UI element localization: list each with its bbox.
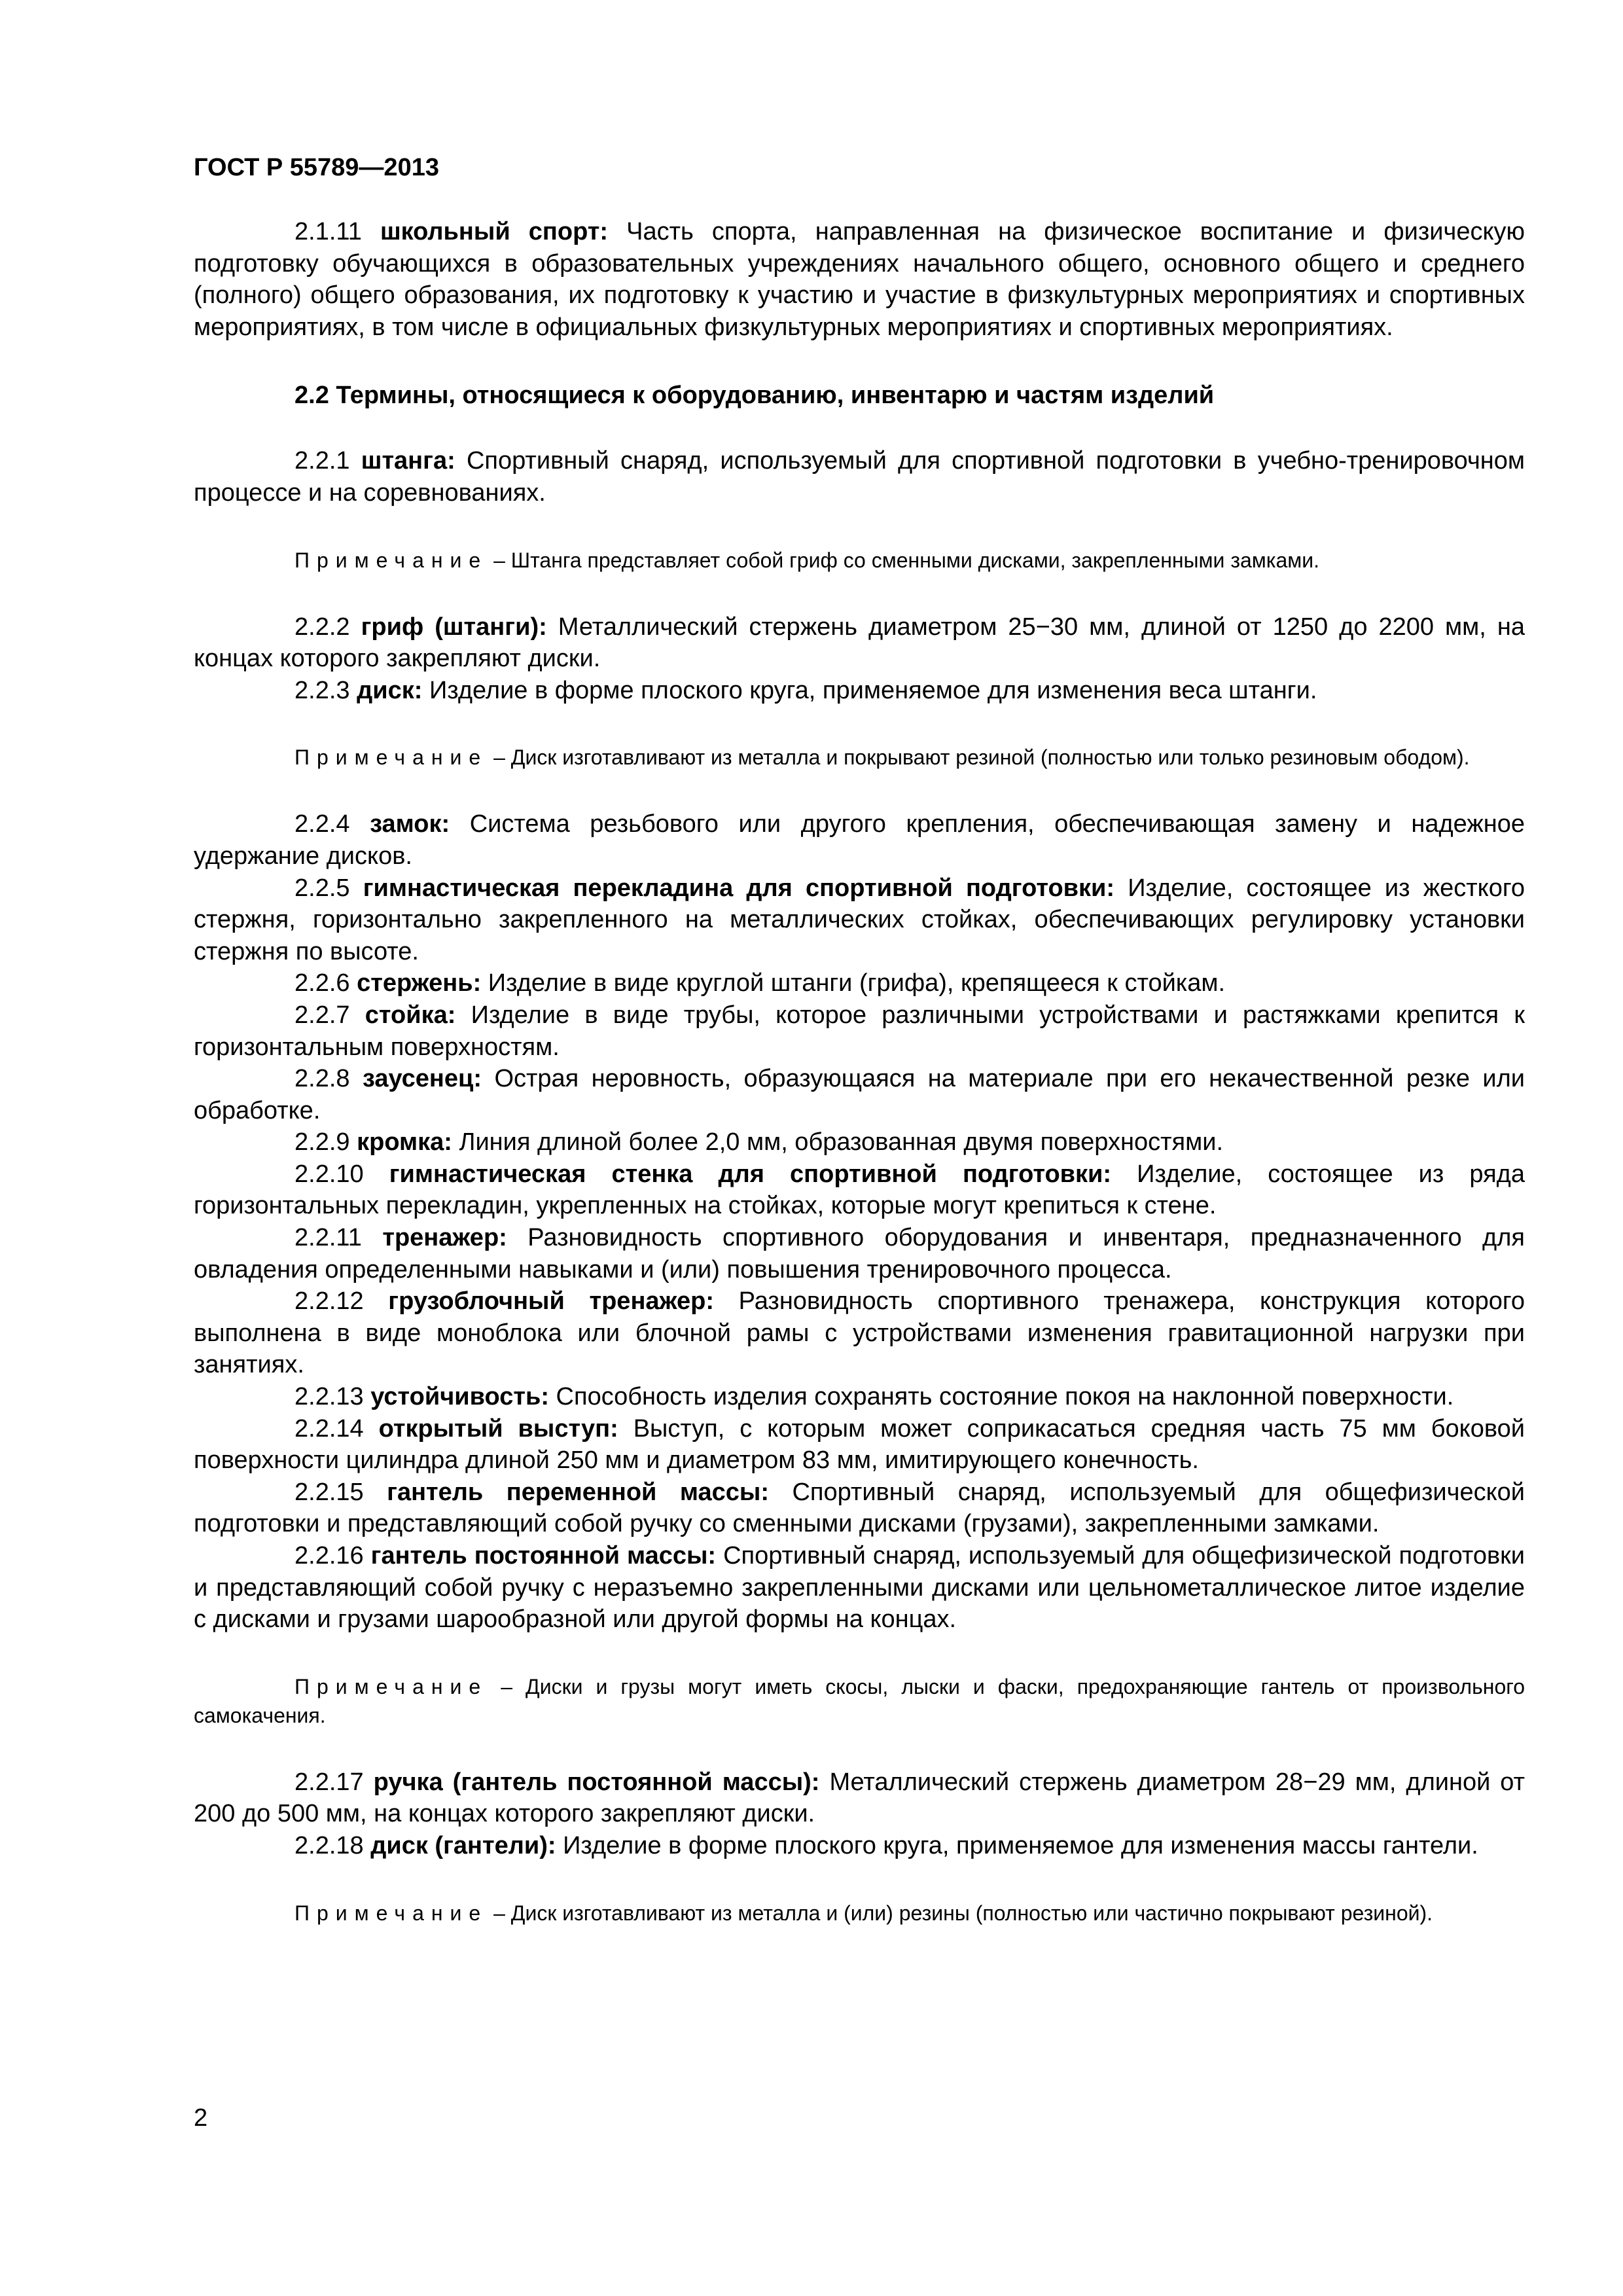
term-name: диск: bbox=[357, 676, 423, 704]
term-definition: Спортивный снаряд, используемый для общефизической подготовки и представляющий собой ручку с неразъемно закрепленными дисками или цельнометаллическое литое изделие с дисками и грузами шарообразной или другой формы на концах. bbox=[194, 1542, 1525, 1634]
term-definition: Выступ, с которым может соприкасаться средняя часть 75 мм боковой поверхности цилиндра длиной 250 мм и диаметром 83 мм, имитирующего конечность. bbox=[194, 1414, 1525, 1475]
term-2-2-6 bbox=[194, 967, 1525, 999]
term-2-2-3 bbox=[194, 675, 1525, 707]
term-definition: Изделие в виде трубы, которое различными устройствами и растяжками крепится к горизонтальным поверхностям. bbox=[194, 1001, 1525, 1061]
term-definition: Изделие, состоящее из жесткого стержня, горизонтально закрепленного на металлических стойках, обеспечивающих регулировку установки стержня по высоте. bbox=[194, 874, 1525, 965]
term-definition: Часть спорта, направленная на физическое воспитание и физическую подготовку обучающихся в образовательных учреждениях начального общего, основного общего и среднего (полного) общего образования, их подготовку к участию и участие в физкультурных мероприятиях и спортивных мероприятиях, в том числе в официальных физкультурных мероприятиях и спортивных мероприятиях. bbox=[194, 218, 1525, 341]
term-definition: Изделие, состоящее из ряда горизонтальных перекладин, укрепленных на стойках, которые могут крепиться к стене. bbox=[194, 1160, 1525, 1220]
note-barbell bbox=[194, 546, 1525, 575]
term-definition: Разновидность спортивного тренажера, конструкция которого выполнена в виде моноблока или блочной рамы с устройствами изменения гравитационной нагрузки при занятиях. bbox=[194, 1287, 1525, 1379]
term-number: 2.2.2 bbox=[294, 613, 350, 641]
term-definition: Изделие в форме плоского круга, применяемое для изменения массы гантели. bbox=[563, 1831, 1478, 1859]
term-name: школьный спорт: bbox=[380, 218, 609, 245]
note-text: – Штанга представляет собой гриф со сменными дисками, закрепленными замками. bbox=[493, 548, 1320, 572]
section-heading-2-2: 2.2 Термины, относящиеся к оборудованию, инвентарю и частям изделий bbox=[294, 382, 1215, 410]
term-name: заусенец: bbox=[362, 1065, 482, 1093]
note-text: – Диск изготавливают из металла и покрывают резиной (полностью или только резиновым ободом). bbox=[493, 745, 1470, 770]
page-number: 2 bbox=[194, 2104, 208, 2132]
note-label: Примечание bbox=[294, 745, 488, 770]
term-number: 2.2.3 bbox=[294, 676, 350, 704]
note-dumbbell-disc-material bbox=[194, 1899, 1525, 1928]
term-name: стойка: bbox=[365, 1001, 456, 1029]
term-name: ручка (гантель постоянной массы): bbox=[373, 1768, 820, 1796]
note-disc bbox=[194, 743, 1525, 772]
term-2-2-4 bbox=[194, 808, 1525, 872]
term-name: открытый выступ: bbox=[378, 1414, 618, 1443]
term-2-2-2 bbox=[194, 611, 1525, 675]
term-2-2-13 bbox=[194, 1381, 1525, 1413]
term-number: 2.2.13 bbox=[294, 1383, 364, 1411]
note-text: – Диски и грузы могут иметь скосы, лыски и фаски, предохраняющие гантель от произвольного самокачения. bbox=[194, 1674, 1525, 1727]
term-number: 2.2.8 bbox=[294, 1065, 350, 1093]
term-number: 2.2.7 bbox=[294, 1001, 350, 1029]
term-2-2-1 bbox=[194, 445, 1525, 509]
term-definition: Система резьбового или другого крепления, обеспечивающая замену и надежное удержание дисков. bbox=[194, 810, 1525, 870]
term-2-2-11 bbox=[194, 1222, 1525, 1285]
term-definition: Линия длиной более 2,0 мм, образованная двумя поверхностями. bbox=[459, 1128, 1223, 1157]
term-definition: Способность изделия сохранять состояние покоя на наклонной поверхности. bbox=[556, 1383, 1454, 1411]
term-2-2-5 bbox=[194, 872, 1525, 968]
term-number: 2.2.11 bbox=[294, 1224, 362, 1252]
term-name: кромка: bbox=[357, 1128, 452, 1157]
term-2-2-16 bbox=[194, 1540, 1525, 1636]
term-name: гимнастическая перекладина для спортивной подготовки: bbox=[363, 874, 1115, 902]
term-number: 2.2.18 bbox=[294, 1831, 364, 1859]
term-2-2-15 bbox=[194, 1477, 1525, 1540]
term-number: 2.2.17 bbox=[294, 1768, 364, 1796]
term-name: замок: bbox=[370, 810, 450, 838]
term-definition: Острая неровность, образующаяся на материале при его некачественной резке или обработке. bbox=[194, 1065, 1525, 1124]
term-name: стержень: bbox=[357, 969, 482, 997]
term-2-2-7 bbox=[194, 999, 1525, 1063]
term-2-2-17 bbox=[194, 1767, 1525, 1830]
note-label: Примечание bbox=[294, 1901, 488, 1925]
term-definition: Изделие в форме плоского круга, применяемое для изменения веса штанги. bbox=[429, 676, 1317, 704]
note-text: – Диск изготавливают из металла и (или) резины (полностью или частично покрывают резиной). bbox=[493, 1901, 1433, 1925]
term-name: диск (гантели): bbox=[370, 1831, 556, 1859]
term-number: 2.2.1 bbox=[294, 447, 350, 475]
term-definition: Спортивный снаряд, используемый для общефизической подготовки и представляющий собой ручку со сменными дисками (грузами), закрепленными замками. bbox=[194, 1478, 1525, 1538]
term-number: 2.2.6 bbox=[294, 969, 350, 997]
term-2-2-10 bbox=[194, 1158, 1525, 1222]
term-name: грузоблочный тренажер: bbox=[388, 1287, 714, 1316]
term-2-2-8 bbox=[194, 1063, 1525, 1126]
term-name: гимнастическая стенка для спортивной подготовки: bbox=[389, 1160, 1112, 1188]
term-name: устойчивость: bbox=[370, 1383, 549, 1411]
term-2-2-14 bbox=[194, 1413, 1525, 1477]
note-dumbbell-discs bbox=[194, 1672, 1525, 1730]
term-number: 2.2.14 bbox=[294, 1414, 364, 1443]
term-name: тренажер: bbox=[382, 1224, 507, 1252]
term-definition: Спортивный снаряд, используемый для спортивной подготовки в учебно-тренировочном процессе и на соревнованиях. bbox=[194, 447, 1525, 507]
term-definition: Металлический стержень диаметром 28−29 мм, длиной от 200 до 500 мм, на концах которого закрепляют диски. bbox=[194, 1768, 1525, 1828]
term-number: 2.2.12 bbox=[294, 1287, 364, 1316]
term-definition: Изделие в виде круглой штанги (грифа), крепящееся к стойкам. bbox=[488, 969, 1226, 997]
term-number: 2.2.16 bbox=[294, 1542, 364, 1570]
note-label: Примечание bbox=[294, 548, 488, 572]
document-header: ГОСТ Р 55789—2013 bbox=[194, 154, 439, 181]
term-number: 2.2.4 bbox=[294, 810, 350, 838]
term-number: 2.1.11 bbox=[294, 218, 362, 245]
term-number: 2.2.10 bbox=[294, 1160, 364, 1188]
term-number: 2.2.9 bbox=[294, 1128, 350, 1157]
term-name: гантель постоянной массы: bbox=[370, 1542, 717, 1570]
term-definition: Металлический стержень диаметром 25−30 мм, длиной от 1250 до 2200 мм, на концах которого закрепляют диски. bbox=[194, 613, 1525, 673]
term-name: гриф (штанги): bbox=[361, 613, 547, 641]
term-2-2-9 bbox=[194, 1126, 1525, 1158]
term-2-2-12 bbox=[194, 1285, 1525, 1381]
term-name: штанга: bbox=[361, 447, 455, 475]
term-name: гантель переменной массы: bbox=[387, 1478, 769, 1506]
term-number: 2.2.15 bbox=[294, 1478, 364, 1506]
document-body bbox=[194, 216, 1525, 1928]
note-label: Примечание bbox=[294, 1674, 488, 1698]
term-2-1-11 bbox=[194, 216, 1525, 343]
term-number: 2.2.5 bbox=[294, 874, 350, 902]
term-2-2-18 bbox=[194, 1830, 1525, 1862]
term-definition: Разновидность спортивного оборудования и инвентаря, предназначенного для овладения определенными навыками и (или) повышения тренировочного процесса. bbox=[194, 1224, 1525, 1283]
